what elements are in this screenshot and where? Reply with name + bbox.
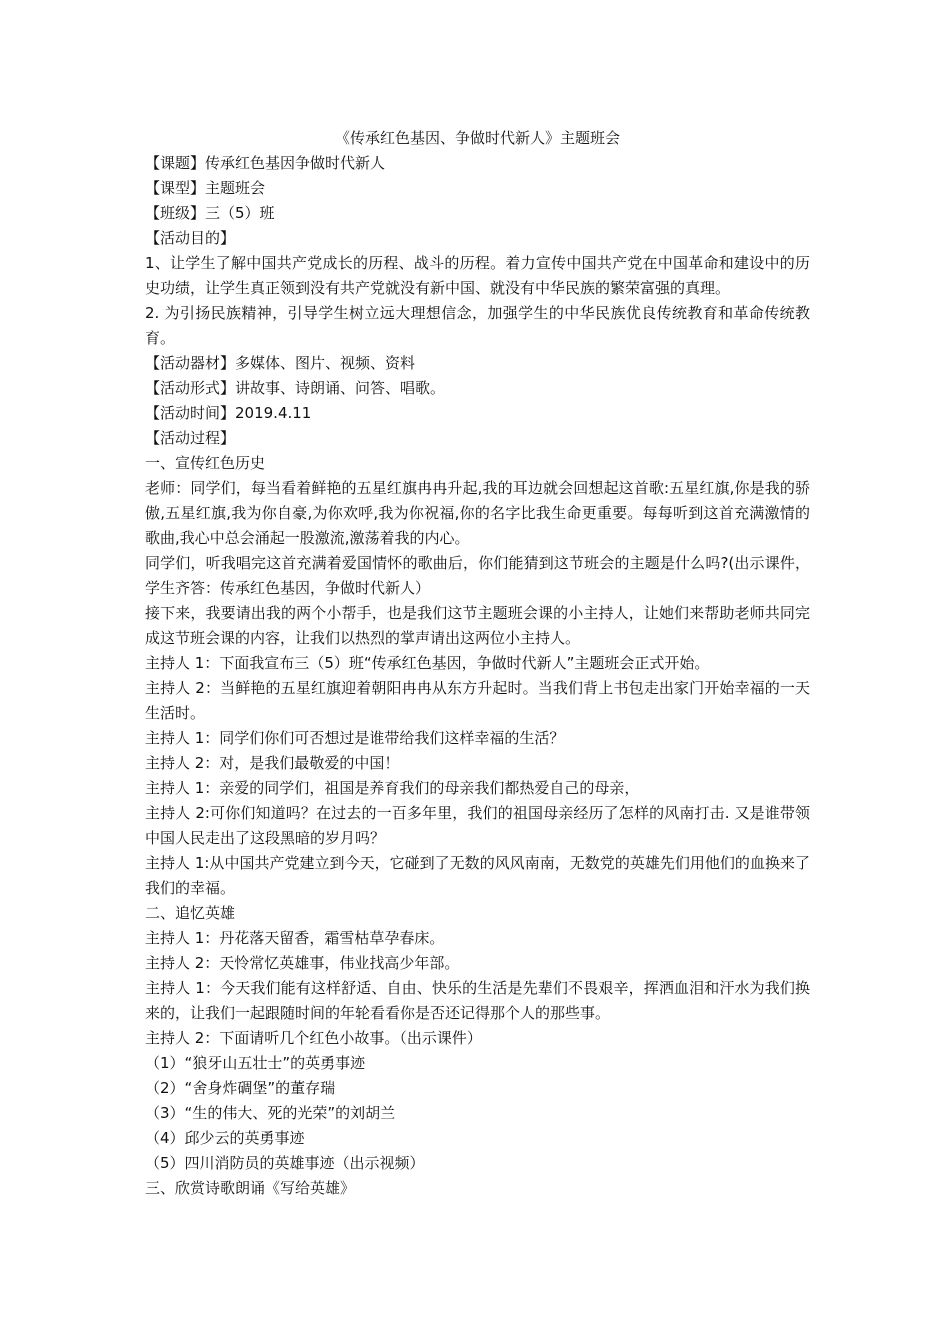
paragraph: （3）“生的伟大、死的光荣”的刘胡兰	[145, 1104, 396, 1122]
paragraph: （4）邱少云的英勇事迹	[145, 1129, 305, 1147]
paragraph: 二、追忆英雄	[145, 904, 236, 922]
paragraph: 主持人 1：丹花落天留香，霜雪枯草孕春床。	[145, 929, 445, 947]
paragraph: 主持人 2:可你们知道吗？在过去的一百多年里，我们的祖国母亲经历了怎样的风南打击. 又是谁带领中国人民走出了这段黑暗的岁月吗？	[145, 804, 810, 847]
paragraph: 【活动器材】多媒体、图片、视频、资料	[145, 354, 416, 372]
paragraph: （2）“舍身炸碉堡”的董存瑞	[145, 1079, 336, 1097]
paragraph: 【活动过程】	[145, 429, 236, 447]
paragraph: 接下来，我要请出我的两个小帮手，也是我们这节主题班会课的小主持人，让她们来帮助老师共同完成这节班会课的内容，让我们以热烈的掌声请出这两位小主持人。	[145, 604, 810, 647]
paragraph: 主持人 1：亲爱的同学们，祖国是养育我们的母亲我们都热爱自己的母亲，	[145, 779, 640, 797]
paragraph: 【活动形式】讲故事、诗朗诵、问答、唱歌。	[145, 379, 446, 397]
paragraph: （1）“狼牙山五壮士”的英勇事迹	[145, 1054, 366, 1072]
paragraph: 【活动时间】2019.4.11	[145, 404, 312, 422]
paragraph: 同学们，听我唱完这首充满着爱国情怀的歌曲后，你们能猜到这节班会的主题是什么吗?(出示课件，学生齐答：传承红色基因，争做时代新人）	[145, 554, 810, 597]
paragraph: 主持人 1：今天我们能有这样舒适、自由、快乐的生活是先辈们不畏艰辛，挥洒血泪和汗水为我们换来的，让我们一起跟随时间的年轮看看你是否还记得那个人的那些事。	[145, 979, 810, 1022]
paragraph: 主持人 2：当鲜艳的五星红旗迎着朝阳冉冉从东方升起时。当我们背上书包走出家门开始幸福的一天生活时。	[145, 679, 810, 722]
paragraph: （5）四川消防员的英雄事迹（出示视频）	[145, 1154, 425, 1172]
paragraph: 主持人 1：下面我宣布三（5）班“传承红色基因，争做时代新人”主题班会正式开始。	[145, 654, 710, 672]
paragraph: 主持人 2：对，是我们最敬爱的中国！	[145, 754, 400, 772]
paragraph: 【班级】三（5）班	[145, 204, 275, 222]
document-title: 《传承红色基因、争做时代新人》主题班会	[334, 129, 620, 147]
paragraph: 主持人 2：天怜常忆英雄事，伟业找高少年部。	[145, 954, 460, 972]
paragraph: 老师：同学们，每当看着鲜艳的五星红旗冉冉升起,我的耳边就会回想起这首歌:五星红旗,你是我的骄傲,五星红旗,我为你自豪,为你欢呼,我为你祝福,你的名字比我生命更重要。每每听到这首充满激情的歌曲,我心中总会涌起一股激流,激荡着我的内心。	[145, 479, 810, 547]
paragraph: 1、让学生了解中国共产党成长的历程、战斗的历程。着力宣传中国共产党在中国革命和建设中的历史功绩，让学生真正领到没有共产党就没有新中国、就没有中华民族的繁荣富强的真理。	[145, 254, 810, 297]
paragraph: 【活动目的】	[145, 229, 236, 247]
paragraph: 【课型】主题班会	[145, 179, 266, 197]
paragraph: 2. 为引扬民族精神，引导学生树立远大理想信念，加强学生的中华民族优良传统教育和革命传统教育。	[145, 304, 810, 347]
document-page	[145, 126, 810, 1201]
paragraph: 主持人 1：同学们你们可否想过是谁带给我们这样幸福的生活？	[145, 729, 565, 747]
paragraph: 主持人 1:从中国共产党建立到今天，它碰到了无数的风风南南，无数党的英雄先们用他们的血换来了我们的幸福。	[145, 854, 810, 897]
paragraph: 主持人 2：下面请听几个红色小故事。（出示课件）	[145, 1029, 482, 1047]
document-body	[145, 151, 810, 1201]
paragraph: 一、宣传红色历史	[145, 454, 266, 472]
paragraph: 三、欣赏诗歌朗诵《写给英雄》	[145, 1179, 356, 1197]
paragraph: 【课题】传承红色基因争做时代新人	[145, 154, 386, 172]
